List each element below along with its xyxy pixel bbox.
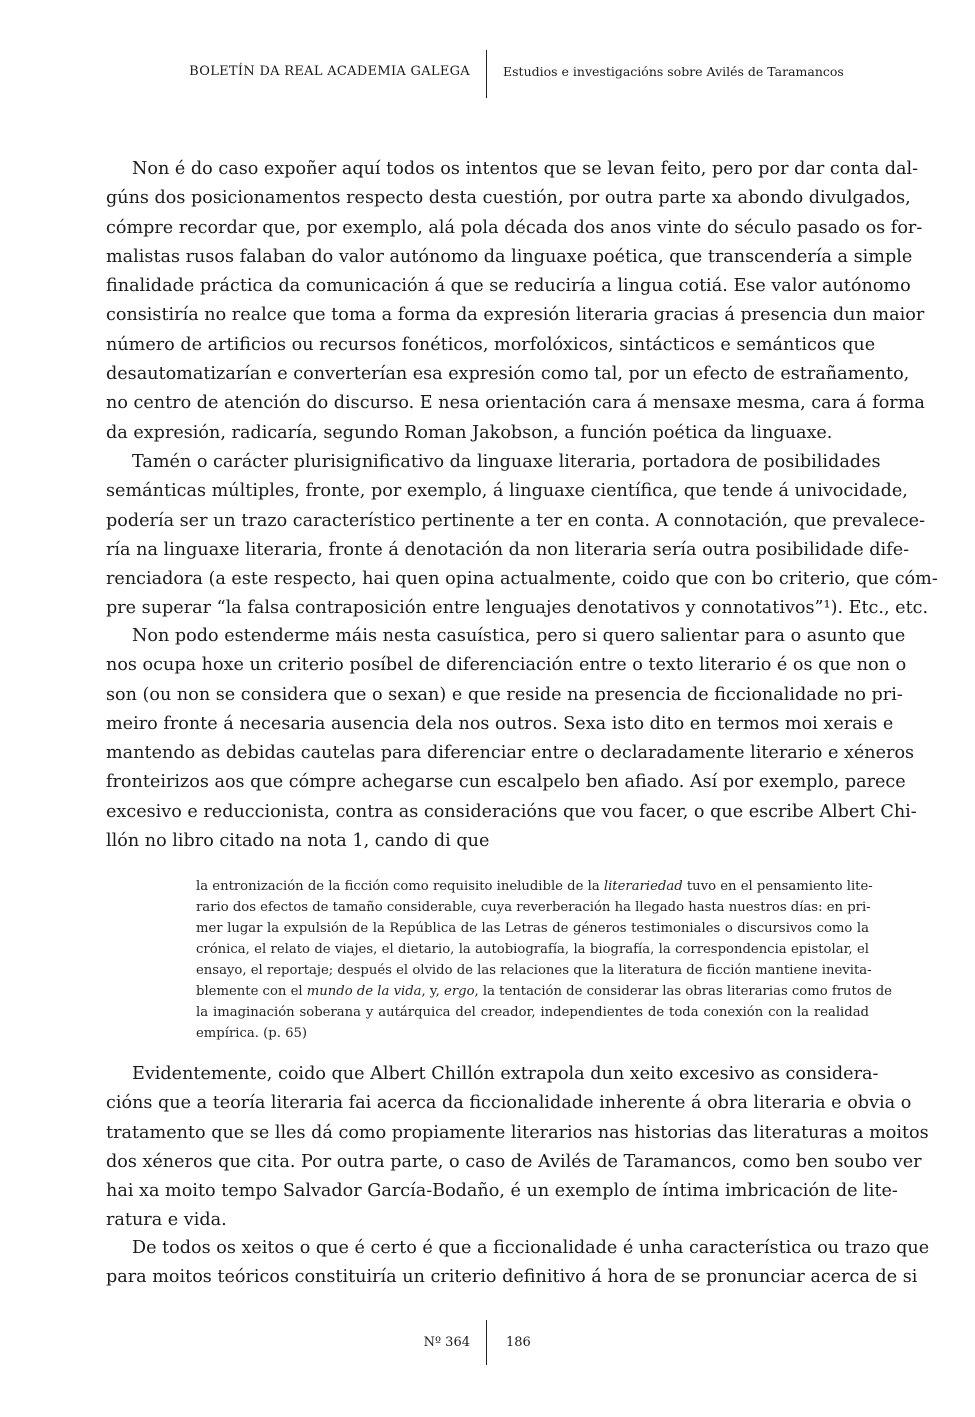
paragraph-4: [106, 1060, 929, 1236]
text-line: tratamento que se lles dá como propiamente literarios nas historias das literaturas a moitos: [106, 1122, 929, 1143]
text-line: Tamén o carácter plurisignificativo da linguaxe literaria, portadora de posibilidades: [132, 452, 881, 472]
page-number: 186: [506, 1335, 531, 1350]
text-line: renciadora (a este respecto, hai quen opina actualmente, coido que con bo criterio, que cóm-: [106, 569, 938, 590]
text-line: podería ser un trazo característico pertinente a ter en conta. A connotación, que prevalece-: [106, 510, 926, 531]
text-line: gúns dos posicionamentos respecto desta cuestión, por outra parte xa abondo divulgados,: [106, 188, 911, 209]
text-line: hai xa moito tempo Salvador García-Bodaño, é un exemplo de íntima imbricación de lite-: [106, 1181, 898, 1202]
text-line: Evidentemente, coido que Albert Chillón extrapola dun xeito excesivo as considera-: [132, 1064, 879, 1084]
block-quote: [196, 876, 892, 1044]
text-line: número de artificios ou recursos fonéticos, morfolóxicos, sintácticos e semánticos que: [106, 334, 876, 355]
text-line: llón no libro citado na nota 1, cando di que: [106, 831, 490, 852]
text-line: cións que a teoría literaria fai acerca da ficcionalidade inherente á obra literaria e obvia o: [106, 1093, 912, 1114]
quote-text: ensayo, el reportaje; después el olvido de las relaciones que la literatura de ficción mantiene inevita-: [196, 963, 872, 978]
text-line: Non é do caso expoñer aquí todos os intentos que se levan feito, pero por dar conta dal-: [132, 159, 919, 179]
text-line: son (ou non se considera que o sexan) e que reside na presencia de ficcionalidade no pri-: [106, 684, 903, 705]
quote-text: crónica, el relato de viajes, el dietario, la autobiografía, la biografía, la correspondencia epistolar, el: [196, 942, 869, 957]
italic-term: ergo: [444, 984, 475, 999]
text-line: nos ocupa hoxe un criterio posíbel de diferenciación entre o texto literario é os que non o: [106, 655, 907, 676]
quote-text: , la tentación de considerar las obras literarias como frutos de: [474, 984, 892, 999]
text-line: cómpre recordar que, por exemplo, alá pola década dos anos vinte do século pasado os for-: [106, 217, 923, 238]
text-line: da expresión, radicaría, segundo Roman Jakobson, a función poética da linguaxe.: [106, 422, 833, 443]
quote-line: [196, 1023, 869, 1044]
text-line: dos xéneros que cita. Por outra parte, o caso de Avilés de Taramancos, como ben soubo ver: [106, 1151, 922, 1172]
paragraph-1: [106, 155, 925, 448]
text-line: Non podo estenderme máis nesta casuística, pero si quero salientar para o asunto que: [132, 626, 906, 646]
quote-text: , y,: [421, 984, 445, 999]
text-line: mantendo as debidas cautelas para diferenciar entre o declaradamente literario e xéneros: [106, 743, 915, 764]
quote-line: [196, 897, 869, 918]
quote-text: rario dos efectos de tamaño considerable, cuya reverberación ha llegado hasta nuestros días: en pri-: [196, 900, 871, 915]
text-line: ría na linguaxe literaria, fronte á denotación da non literaria sería outra posibilidade dife-: [106, 539, 910, 560]
quote-text: mer lugar la expulsión de la República de las Letras de géneros testimoniales o discursivos como la: [196, 921, 869, 936]
text-line: pre superar “la falsa contraposición entre lenguajes denotativos y connotativos”¹). Etc., etc.: [106, 598, 929, 619]
text-line: malistas rusos falaban do valor autónomo da linguaxe poética, que transcendería a simple: [106, 246, 913, 267]
quote-line: [196, 1002, 869, 1023]
text-line: para moitos teóricos constituiría un criterio definitivo á hora de se pronunciar acerca de si: [106, 1267, 918, 1288]
quote-line: [196, 939, 869, 960]
quote-text: la imaginación soberana y autárquica del creador, independientes de toda conexión con la realidad: [196, 1005, 869, 1020]
journal-title: BOLETÍN DA REAL ACADEMIA GALEGA: [189, 64, 470, 79]
text-line: semánticas múltiples, fronte, por exemplo, á linguaxe científica, que tende á univocidade,: [106, 481, 908, 502]
text-line: desautomatizarían e converterían esa expresión como tal, por un efecto de estrañamento,: [106, 364, 910, 385]
text-line: no centro de atención do discurso. E nesa orientación cara á mensaxe mesma, cara á forma: [106, 393, 925, 414]
italic-term: literariedad: [603, 879, 683, 894]
text-line: fronteirizos aos que cómpre achegarse cun escalpelo ben afiado. Así por exemplo, parece: [106, 772, 906, 793]
text-line: excesivo e reduccionista, contra as consideracións que vou facer, o que escribe Albert Chi-: [106, 801, 917, 822]
paragraph-2: [106, 448, 938, 624]
quote-text: blemente con el: [196, 984, 307, 999]
text-line: De todos os xeitos o que é certo é que a ficcionalidade é unha característica ou trazo que: [132, 1238, 930, 1258]
header-divider: [486, 50, 487, 98]
quote-line: [196, 981, 892, 1002]
text-line: finalidade práctica da comunicación á que se reduciría a lingua cotiá. Ese valor autónomo: [106, 276, 911, 297]
quote-line: [196, 876, 873, 897]
quote-line: [196, 918, 869, 939]
quote-text: empírica. (p. 65): [196, 1026, 308, 1041]
paragraph-3: [106, 622, 917, 856]
text-line: meiro fronte á necesaria ausencia dela nos outros. Sexa isto dito en termos moi xerais e: [106, 713, 894, 734]
quote-line: [196, 960, 872, 981]
text-line: ratura e vida.: [106, 1210, 227, 1231]
issue-number: Nº 364: [423, 1335, 470, 1350]
paragraph-5: [106, 1234, 930, 1293]
footer-divider: [486, 1320, 487, 1365]
quote-text: tuvo en el pensamiento lite-: [682, 879, 873, 894]
text-line: consistiría no realce que toma a forma da expresión literaria gracias á presencia dun maior: [106, 305, 925, 326]
section-title: Estudios e investigacións sobre Avilés de Taramancos: [503, 64, 844, 79]
italic-term: mundo de la vida: [306, 984, 422, 999]
quote-text: la entronización de la ficción como requisito ineludible de la: [196, 879, 604, 894]
